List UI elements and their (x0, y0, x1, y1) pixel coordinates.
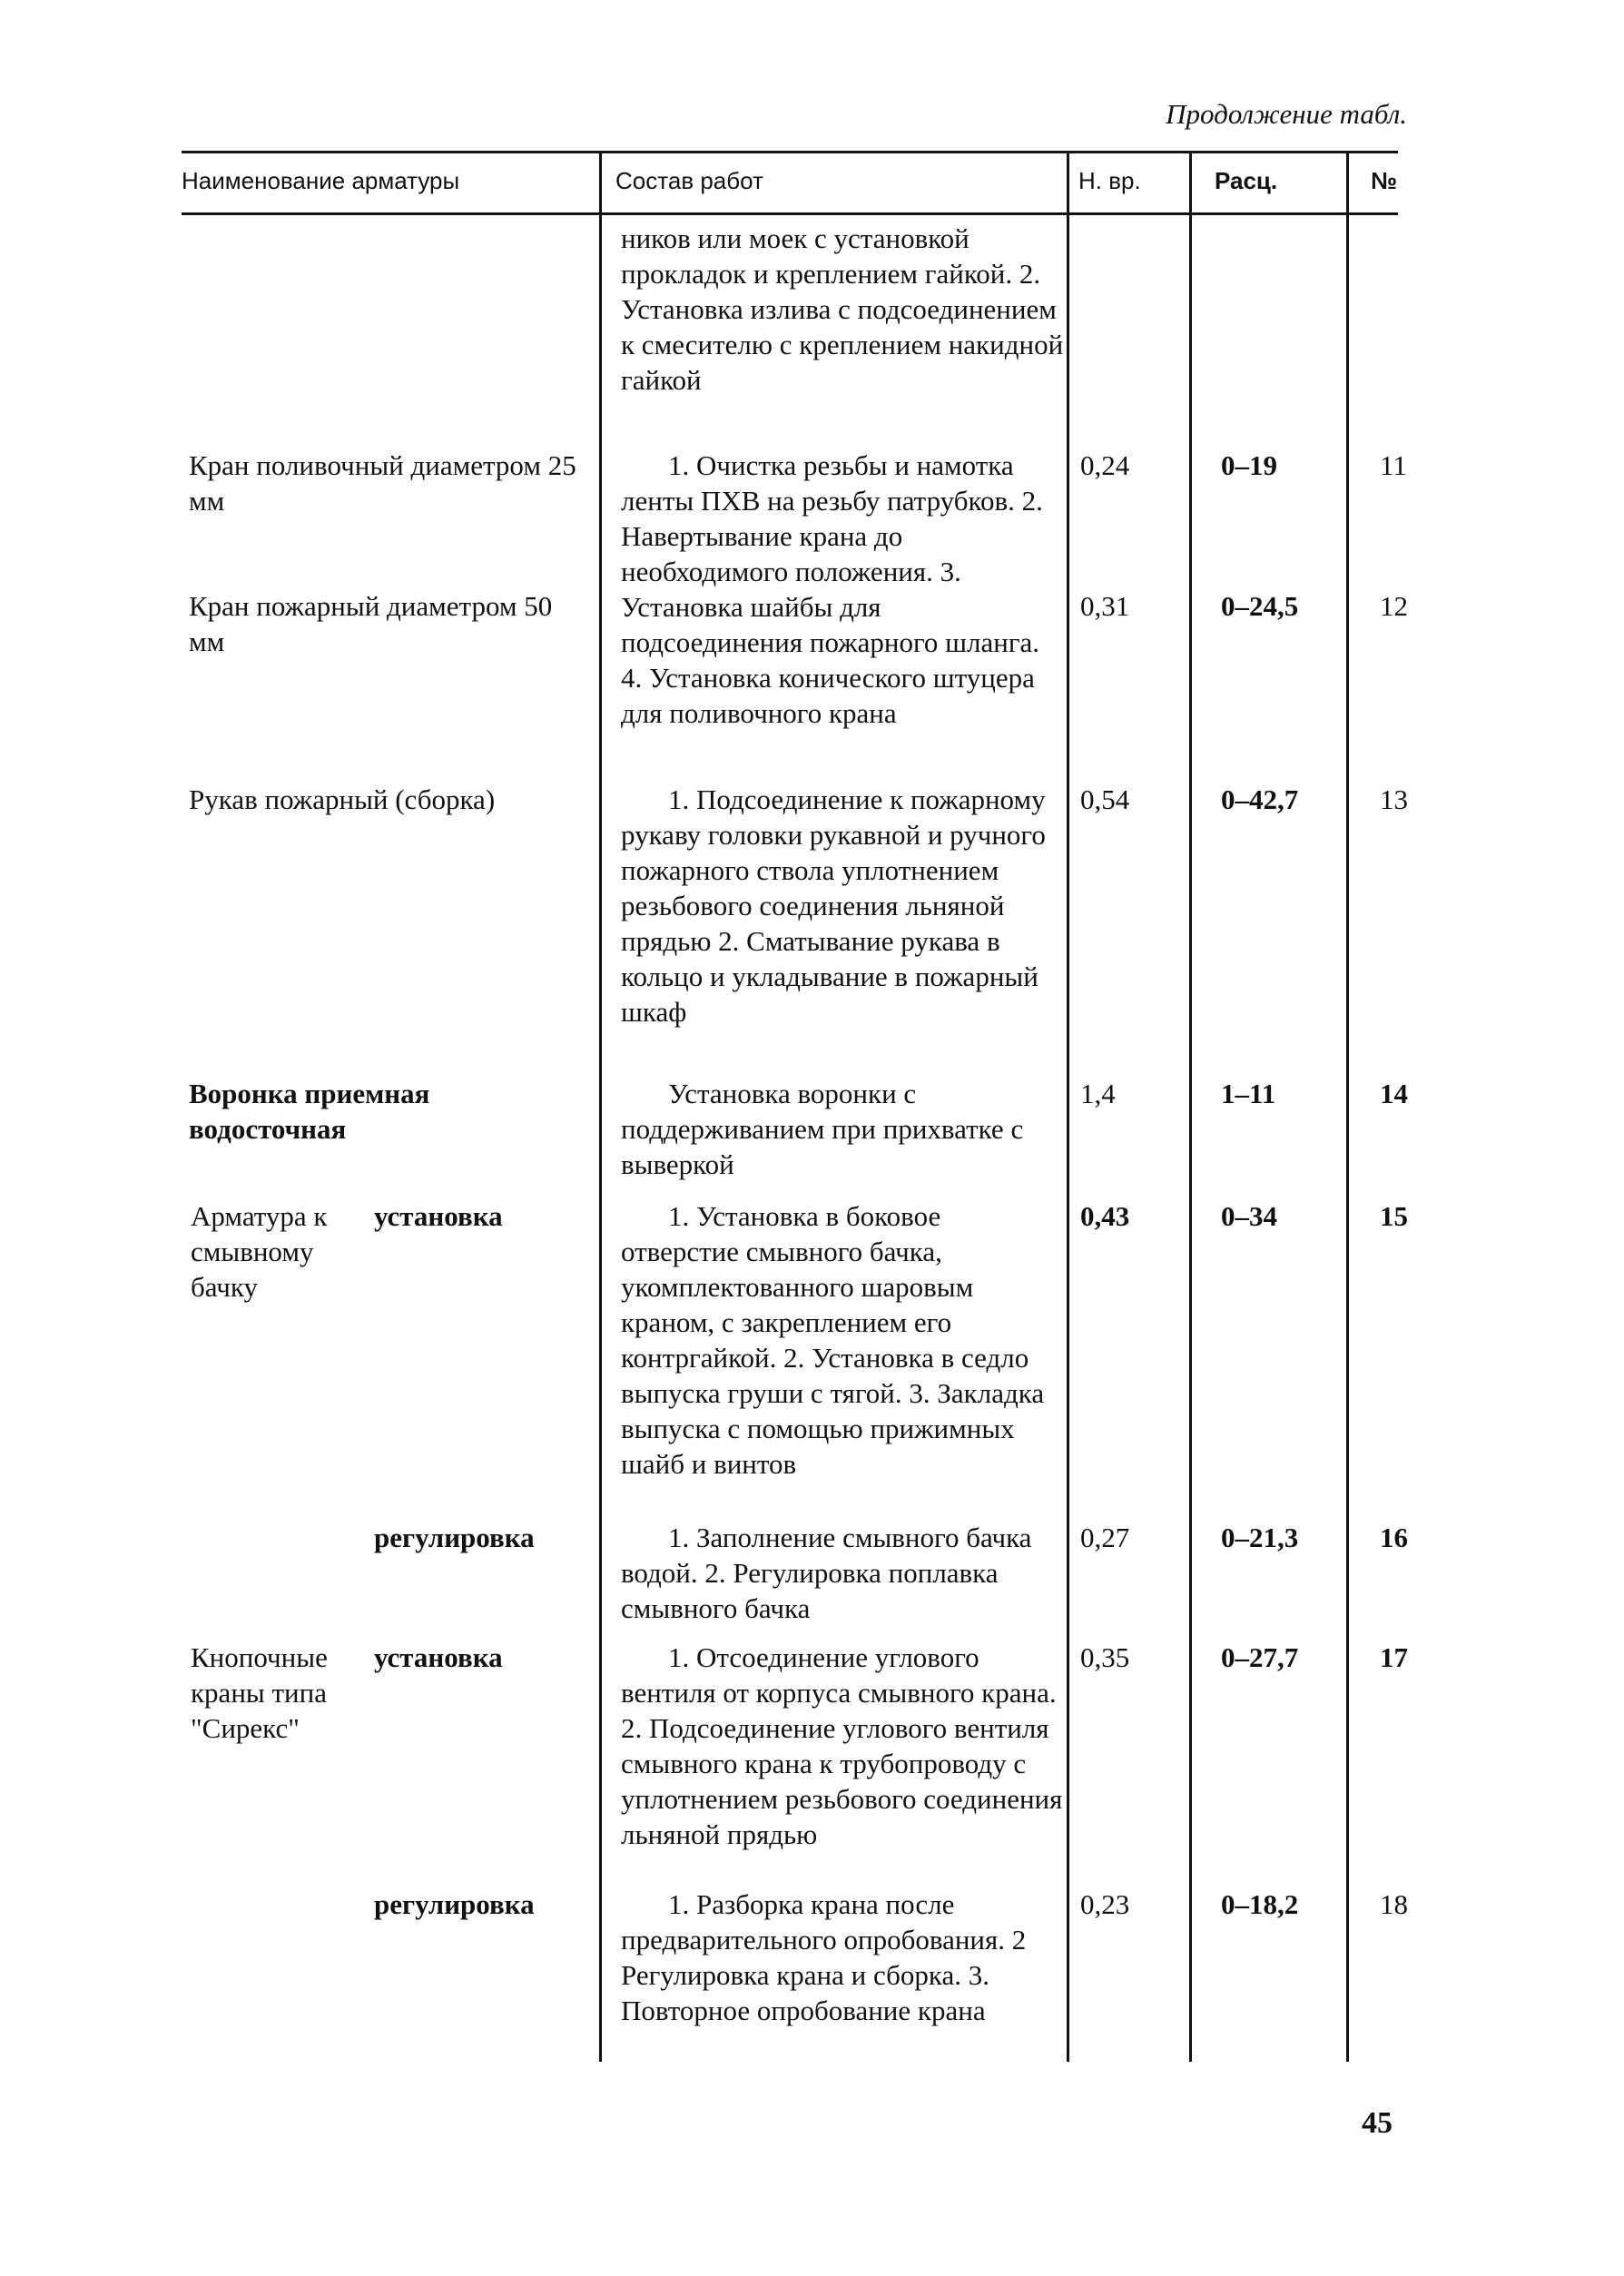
row-rate: 0–21,3 (1221, 1522, 1299, 1553)
row-name: Арматура к смывному бачку (191, 1200, 328, 1303)
row-rate: 0–24,5 (1221, 590, 1299, 622)
row-number: 13 (1380, 783, 1408, 815)
row-number: 14 (1380, 1078, 1408, 1109)
row-norm: 0,35 (1080, 1641, 1130, 1673)
row-subtype: регулировка (374, 1888, 535, 1920)
row-composition: 1. Установка в боковое отверстие смывного бачка, укомплектованного шаровым краном, с закреплением его контргайкой. 2. Установка в седло выпуска груши с тягой. 3. Закладка выпуска с помощью прижимных шайб и винтов (621, 1200, 1045, 1480)
row-subtype: регулировка (374, 1522, 535, 1553)
row-norm: 0,23 (1080, 1888, 1130, 1920)
header-composition: Состав работ (615, 167, 763, 194)
column-divider (1067, 151, 1069, 2062)
table-header-rule (182, 212, 1398, 215)
row-number: 11 (1380, 449, 1407, 481)
column-divider (599, 151, 602, 2062)
row-norm: 0,54 (1080, 783, 1130, 815)
row-composition: 1. Очистка резьбы и намотка ленты ПХВ на резьбу патрубков. 2. Навертывание крана до необходимого положения. 3. Установка шайбы для подсоединения пожарного шланга. 4. Установка конического штуцера для поливочного крана (621, 449, 1043, 729)
row-norm: 0,27 (1080, 1522, 1130, 1553)
row-norm: 0,31 (1080, 590, 1130, 622)
row-composition: 1. Подсоединение к пожарному рукаву головки рукавной и ручного пожарного ствола уплотнением резьбового соединения льняной прядью 2. Сматывание рукава в кольцо и укладывание в пожарный шкаф (621, 783, 1046, 1028)
row-norm: 1,4 (1080, 1078, 1116, 1109)
row-name: Кран поливочный диаметром 25 мм (189, 449, 576, 517)
row-number: 18 (1380, 1888, 1408, 1920)
row-norm: 0,24 (1080, 449, 1130, 481)
row-rate: 1–11 (1221, 1078, 1276, 1109)
row-number: 16 (1380, 1522, 1408, 1553)
column-divider (1189, 151, 1192, 2062)
header-number: № (1371, 167, 1397, 194)
row-composition: 1. Разборка крана после предварительного опробования. 2 Регулировка крана и сборка. 3. Повторное опробование крана (621, 1888, 1027, 2026)
header-name: Наименование арматуры (182, 167, 460, 194)
row-norm: 0,43 (1080, 1200, 1130, 1232)
row-composition: 1. Отсоединение углового вентиля от корпуса смывного крана. 2. Подсоединение углового вентиля смывного крана к трубопроводу с уплотнением резьбового соединения льняной прядью (621, 1641, 1063, 1850)
row-name: Кран пожарный диаметром 50 мм (189, 590, 553, 657)
row-name: Кнопочные краны типа "Сирекс" (191, 1641, 328, 1744)
row-subtype: установка (374, 1200, 503, 1232)
row-number: 12 (1380, 590, 1408, 622)
row-rate: 0–18,2 (1221, 1888, 1299, 1920)
row-rate: 0–27,7 (1221, 1641, 1299, 1673)
row-number: 15 (1380, 1200, 1408, 1232)
row-rate: 0–19 (1221, 449, 1277, 481)
column-divider (1346, 151, 1349, 2062)
row-composition: 1. Заполнение смывного бачка водой. 2. Регулировка поплавка смывного бачка (621, 1522, 1032, 1624)
row-number: 17 (1380, 1641, 1408, 1673)
row-name: Воронка приемная водосточная (189, 1078, 430, 1145)
row-name: Рукав пожарный (сборка) (189, 783, 496, 815)
header-norm: Н. вр. (1078, 167, 1141, 194)
header-rate: Расц. (1215, 167, 1278, 194)
table-top-rule (182, 151, 1398, 153)
page-continuation-label: Продолжение табл. (1166, 98, 1407, 130)
row-rate: 0–42,7 (1221, 783, 1299, 815)
page-number: 45 (1362, 2106, 1393, 2140)
row-composition: ников или моек с установкой прокладок и креплением гайкой. 2. Установка излива с подсоединением к смесителю с креплением накидной гайкой (621, 222, 1064, 396)
row-composition: Установка воронки с поддерживанием при прихватке с выверкой (621, 1078, 1024, 1180)
row-rate: 0–34 (1221, 1200, 1277, 1232)
row-subtype: установка (374, 1641, 503, 1673)
